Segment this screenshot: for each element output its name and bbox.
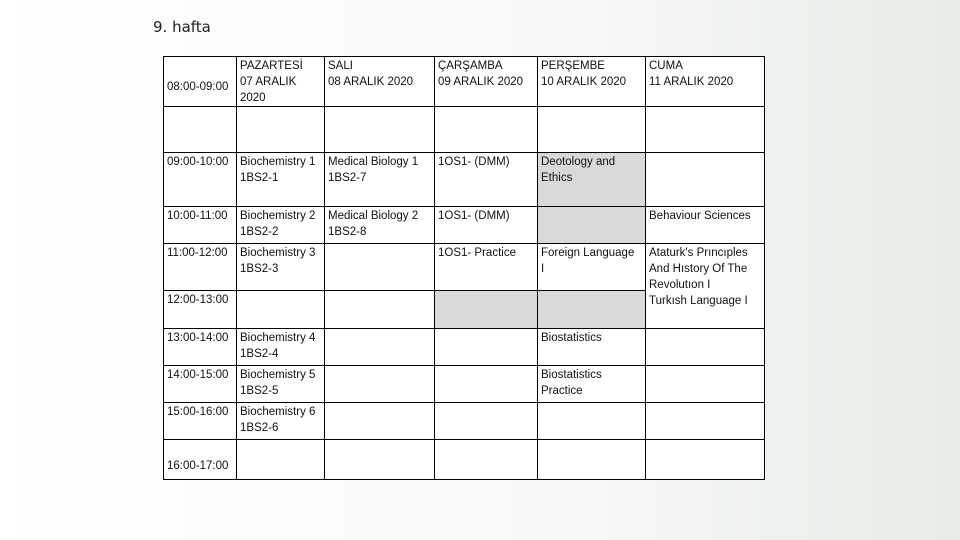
table-row [164, 153, 765, 207]
cell-thu-1011 [538, 207, 646, 244]
header-tuesday: SALI 08 ARALIK 2020 [325, 57, 435, 107]
table-row [164, 244, 765, 291]
page-title: 9. hafta [153, 18, 211, 36]
table-row [164, 403, 765, 440]
table-row [164, 440, 765, 480]
cell-fri-1011: Behaviour Sciences [646, 207, 765, 244]
time-label: 11:00-12:00 [164, 244, 237, 291]
cell-mon-0809 [237, 107, 325, 153]
cell-tue-0809 [325, 107, 435, 153]
cell-fri-1415 [646, 366, 765, 403]
cell-mon-0910: Biochemistry 1 1BS2-1 [237, 153, 325, 207]
cell-mon-1415: Biochemistry 5 1BS2-5 [237, 366, 325, 403]
cell-mon-1314: Biochemistry 4 1BS2-4 [237, 329, 325, 366]
header-friday: CUMA 11 ARALIK 2020 [646, 57, 765, 107]
cell-fri-1112: Ataturk's Prıncıples And Hıstory Of The Revolutıon I Turkısh Language I [646, 244, 765, 329]
cell-wed-0809 [435, 107, 538, 153]
cell-mon-1213 [237, 291, 325, 329]
cell-thu-1516 [538, 403, 646, 440]
time-label: 15:00-16:00 [164, 403, 237, 440]
cell-wed-1415 [435, 366, 538, 403]
header-row [164, 57, 765, 107]
cell-thu-0910: Deotology and Ethics [538, 153, 646, 207]
cell-tue-0910: Medical Biology 1 1BS2-7 [325, 153, 435, 207]
cell-wed-1213 [435, 291, 538, 329]
cell-fri-1314 [646, 329, 765, 366]
header-thursday: PERŞEMBE 10 ARALIK 2020 [538, 57, 646, 107]
cell-fri-0910 [646, 153, 765, 207]
cell-mon-1011: Biochemistry 2 1BS2-2 [237, 207, 325, 244]
time-label [164, 107, 237, 153]
cell-thu-1213 [538, 291, 646, 329]
cell-mon-1516: Biochemistry 6 1BS2-6 [237, 403, 325, 440]
table-row [164, 329, 765, 366]
cell-tue-1011: Medical Biology 2 1BS2-8 [325, 207, 435, 244]
cell-tue-1516 [325, 403, 435, 440]
cell-tue-1314 [325, 329, 435, 366]
cell-fri-1516 [646, 403, 765, 440]
cell-thu-1112: Foreign Language I [538, 244, 646, 291]
cell-tue-1617 [325, 440, 435, 480]
schedule-table [163, 56, 765, 480]
time-label: 13:00-14:00 [164, 329, 237, 366]
cell-wed-1314 [435, 329, 538, 366]
cell-mon-1617 [237, 440, 325, 480]
cell-wed-1617 [435, 440, 538, 480]
cell-fri-0809 [646, 107, 765, 153]
time-label: 12:00-13:00 [164, 291, 237, 329]
cell-wed-0910: 1OS1- (DMM) [435, 153, 538, 207]
time-label: 10:00-11:00 [164, 207, 237, 244]
time-label: 16:00-17:00 [164, 440, 237, 480]
table-row [164, 207, 765, 244]
table-row [164, 107, 765, 153]
cell-tue-1213 [325, 291, 435, 329]
cell-tue-1415 [325, 366, 435, 403]
header-wednesday: ÇARŞAMBA 09 ARALIK 2020 [435, 57, 538, 107]
cell-wed-1011: 1OS1- (DMM) [435, 207, 538, 244]
cell-thu-1314: Biostatistics [538, 329, 646, 366]
cell-thu-1617 [538, 440, 646, 480]
time-label: 09:00-10:00 [164, 153, 237, 207]
cell-thu-0809 [538, 107, 646, 153]
cell-mon-1112: Biochemistry 3 1BS2-3 [237, 244, 325, 291]
cell-wed-1112: 1OS1- Practice [435, 244, 538, 291]
time-label: 14:00-15:00 [164, 366, 237, 403]
header-monday: PAZARTESİ 07 ARALIK 2020 [237, 57, 325, 107]
table-row [164, 366, 765, 403]
cell-thu-1415: Biostatistics Practice [538, 366, 646, 403]
cell-wed-1516 [435, 403, 538, 440]
cell-fri-1617 [646, 440, 765, 480]
cell-tue-1112 [325, 244, 435, 291]
